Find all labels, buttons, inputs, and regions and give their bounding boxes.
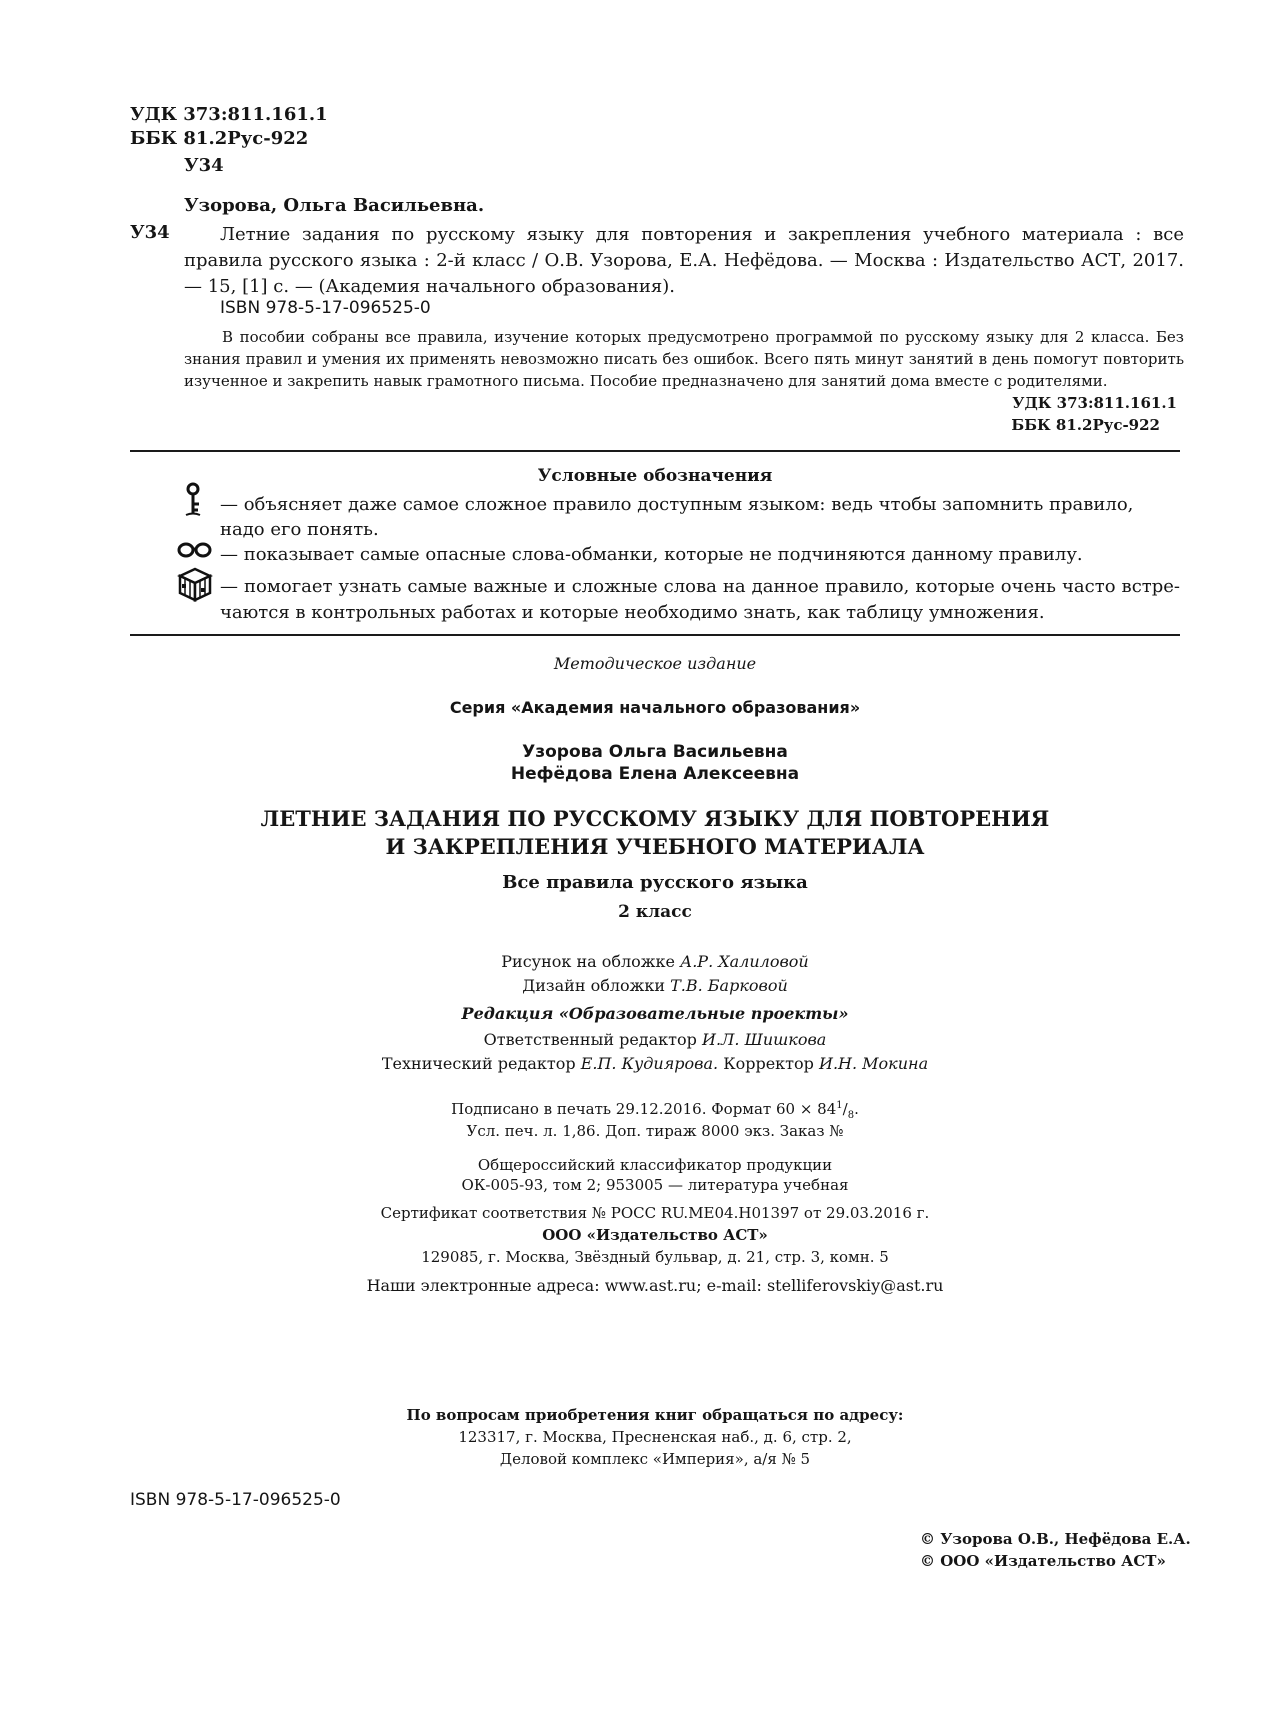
bbk-right: ББК 81.2Рус-922 xyxy=(1011,416,1160,434)
print-sheets: Усл. печ. л. 1,86. Доп. тираж 8000 экз. Заказ № xyxy=(466,1122,844,1140)
classifier-line-2: ОК-005-93, том 2; 953005 — литература учебная xyxy=(461,1176,849,1194)
signed-prefix: Подписано в печать 29.12.2016. Формат 60 × 84 xyxy=(451,1100,837,1118)
legend-item-cube: — помогает узнать самые важные и сложные слова на данное правило, которые очень часто встречаются в контрольных работах и которые необходимо знать, как таблицу умножения. xyxy=(220,576,1180,623)
divider-bottom xyxy=(130,634,1180,636)
tech-editor-label: Технический редактор xyxy=(381,1054,576,1073)
publisher-name: ООО «Издательство АСТ» xyxy=(542,1226,768,1244)
divider-top xyxy=(130,450,1180,452)
certificate: Сертификат соответствия № РОСС RU.МЕ04.Н01397 от 29.03.2016 г. xyxy=(380,1204,930,1222)
bibliographic-description: Летние задания по русскому языку для повторения и закрепления учебного материала : все правила русского языка : 2-й класс / О.В. Узорова, Е.А. Нефёдова. — Москва : Издательство АСТ, 2017. — 15, [1] с. — (Академия начального образования). xyxy=(184,224,1184,297)
author-1: Узорова Ольга Васильевна xyxy=(522,742,788,762)
subtitle: Все правила русского языка xyxy=(502,872,808,893)
responsible-editor xyxy=(130,1030,1180,1049)
edition-type: Методическое издание xyxy=(553,654,757,673)
format-sub: 8 xyxy=(847,1110,855,1121)
technical-editor xyxy=(130,1054,1180,1073)
editorial-office: Редакция «Образовательные проекты» xyxy=(461,1004,849,1023)
udk-code: УДК 373:811.161.1 xyxy=(130,104,328,125)
legend-title: Условные обозначения xyxy=(537,466,773,486)
title-line-1: ЛЕТНИЕ ЗАДАНИЯ ПО РУССКОМУ ЯЗЫКУ ДЛЯ ПОВТОРЕНИЯ xyxy=(260,806,1050,831)
cover-design-label: Дизайн обложки xyxy=(522,976,666,995)
isbn-top: ISBN 978-5-17-096525-0 xyxy=(220,298,431,318)
grade: 2 класс xyxy=(618,902,692,922)
key-icon xyxy=(176,482,214,518)
copyright-authors: © Узорова О.В., Нефёдова Е.А. xyxy=(920,1530,1191,1548)
author-mark: У34 xyxy=(184,155,224,176)
web-contacts: Наши электронные адреса: www.ast.ru; e-mail: stelliferovskiy@ast.ru xyxy=(366,1276,944,1295)
cube-icon xyxy=(176,566,214,602)
editor-label: Ответственный редактор xyxy=(483,1030,697,1049)
classifier-line-1: Общероссийский классификатор продукции xyxy=(477,1156,833,1174)
legend-item-key: — объясняет даже самое сложное правило доступным языком: ведь чтобы запомнить правило, надо его понять. xyxy=(220,494,1134,540)
author-heading: Узорова, Ольга Васильевна. xyxy=(184,195,485,216)
annotation: В пособии собраны все правила, изучение которых предусмотрено программой по русскому языку для 2 класса. Без знания правил и умения их применять невозможно писать без ошибок. Всего пять минут занятий в день помогут повторить изученное и закрепить навык грамотного письма. Пособие предназначено для занятий дома вместе с родителями. xyxy=(184,328,1184,390)
editor-name: И.Л. Шишкова xyxy=(702,1030,827,1049)
author-2: Нефёдова Елена Алексеевна xyxy=(510,764,800,784)
series: Серия «Академия начального образования» xyxy=(449,698,861,717)
isbn-bottom: ISBN 978-5-17-096525-0 xyxy=(130,1490,341,1510)
cover-design-name: Т.В. Барковой xyxy=(670,976,788,995)
corrector-label: Корректор xyxy=(723,1054,814,1073)
purchase-address: 123317, г. Москва, Пресненская наб., д. 6, стр. 2, xyxy=(458,1428,852,1446)
cover-design-credit xyxy=(130,976,1180,995)
format-sup: 1 xyxy=(836,1100,843,1111)
legend-item-mask: — показывает самые опасные слова-обманки, которые не подчиняются данному правилу. xyxy=(220,544,1083,565)
publisher-address: 129085, г. Москва, Звёздный бульвар, д. 21, стр. 3, комн. 5 xyxy=(421,1248,889,1266)
purchase-heading: По вопросам приобретения книг обращаться по адресу: xyxy=(406,1406,904,1424)
cover-art-name: А.Р. Халиловой xyxy=(680,952,809,971)
bbk-code: ББК 81.2Рус-922 xyxy=(130,128,309,149)
cover-art-credit xyxy=(130,952,1180,971)
tech-editor-name: Е.П. Кудиярова. xyxy=(580,1054,719,1073)
udk-right: УДК 373:811.161.1 xyxy=(1012,394,1177,412)
signed-to-print: Подписано в печать 29.12.2016. Формат $60 \times 84^1/_8$. xyxy=(451,1100,859,1121)
purchase-complex: Деловой комплекс «Империя», а/я № 5 xyxy=(499,1450,811,1468)
author-mark-repeat: У34 xyxy=(130,222,170,243)
title-line-2: И ЗАКРЕПЛЕНИЯ УЧЕБНОГО МАТЕРИАЛА xyxy=(385,834,925,859)
corrector-name: И.Н. Мокина xyxy=(819,1054,929,1073)
copyright-publisher: © ООО «Издательство АСТ» xyxy=(920,1552,1166,1570)
cover-art-label: Рисунок на обложке xyxy=(501,952,675,971)
